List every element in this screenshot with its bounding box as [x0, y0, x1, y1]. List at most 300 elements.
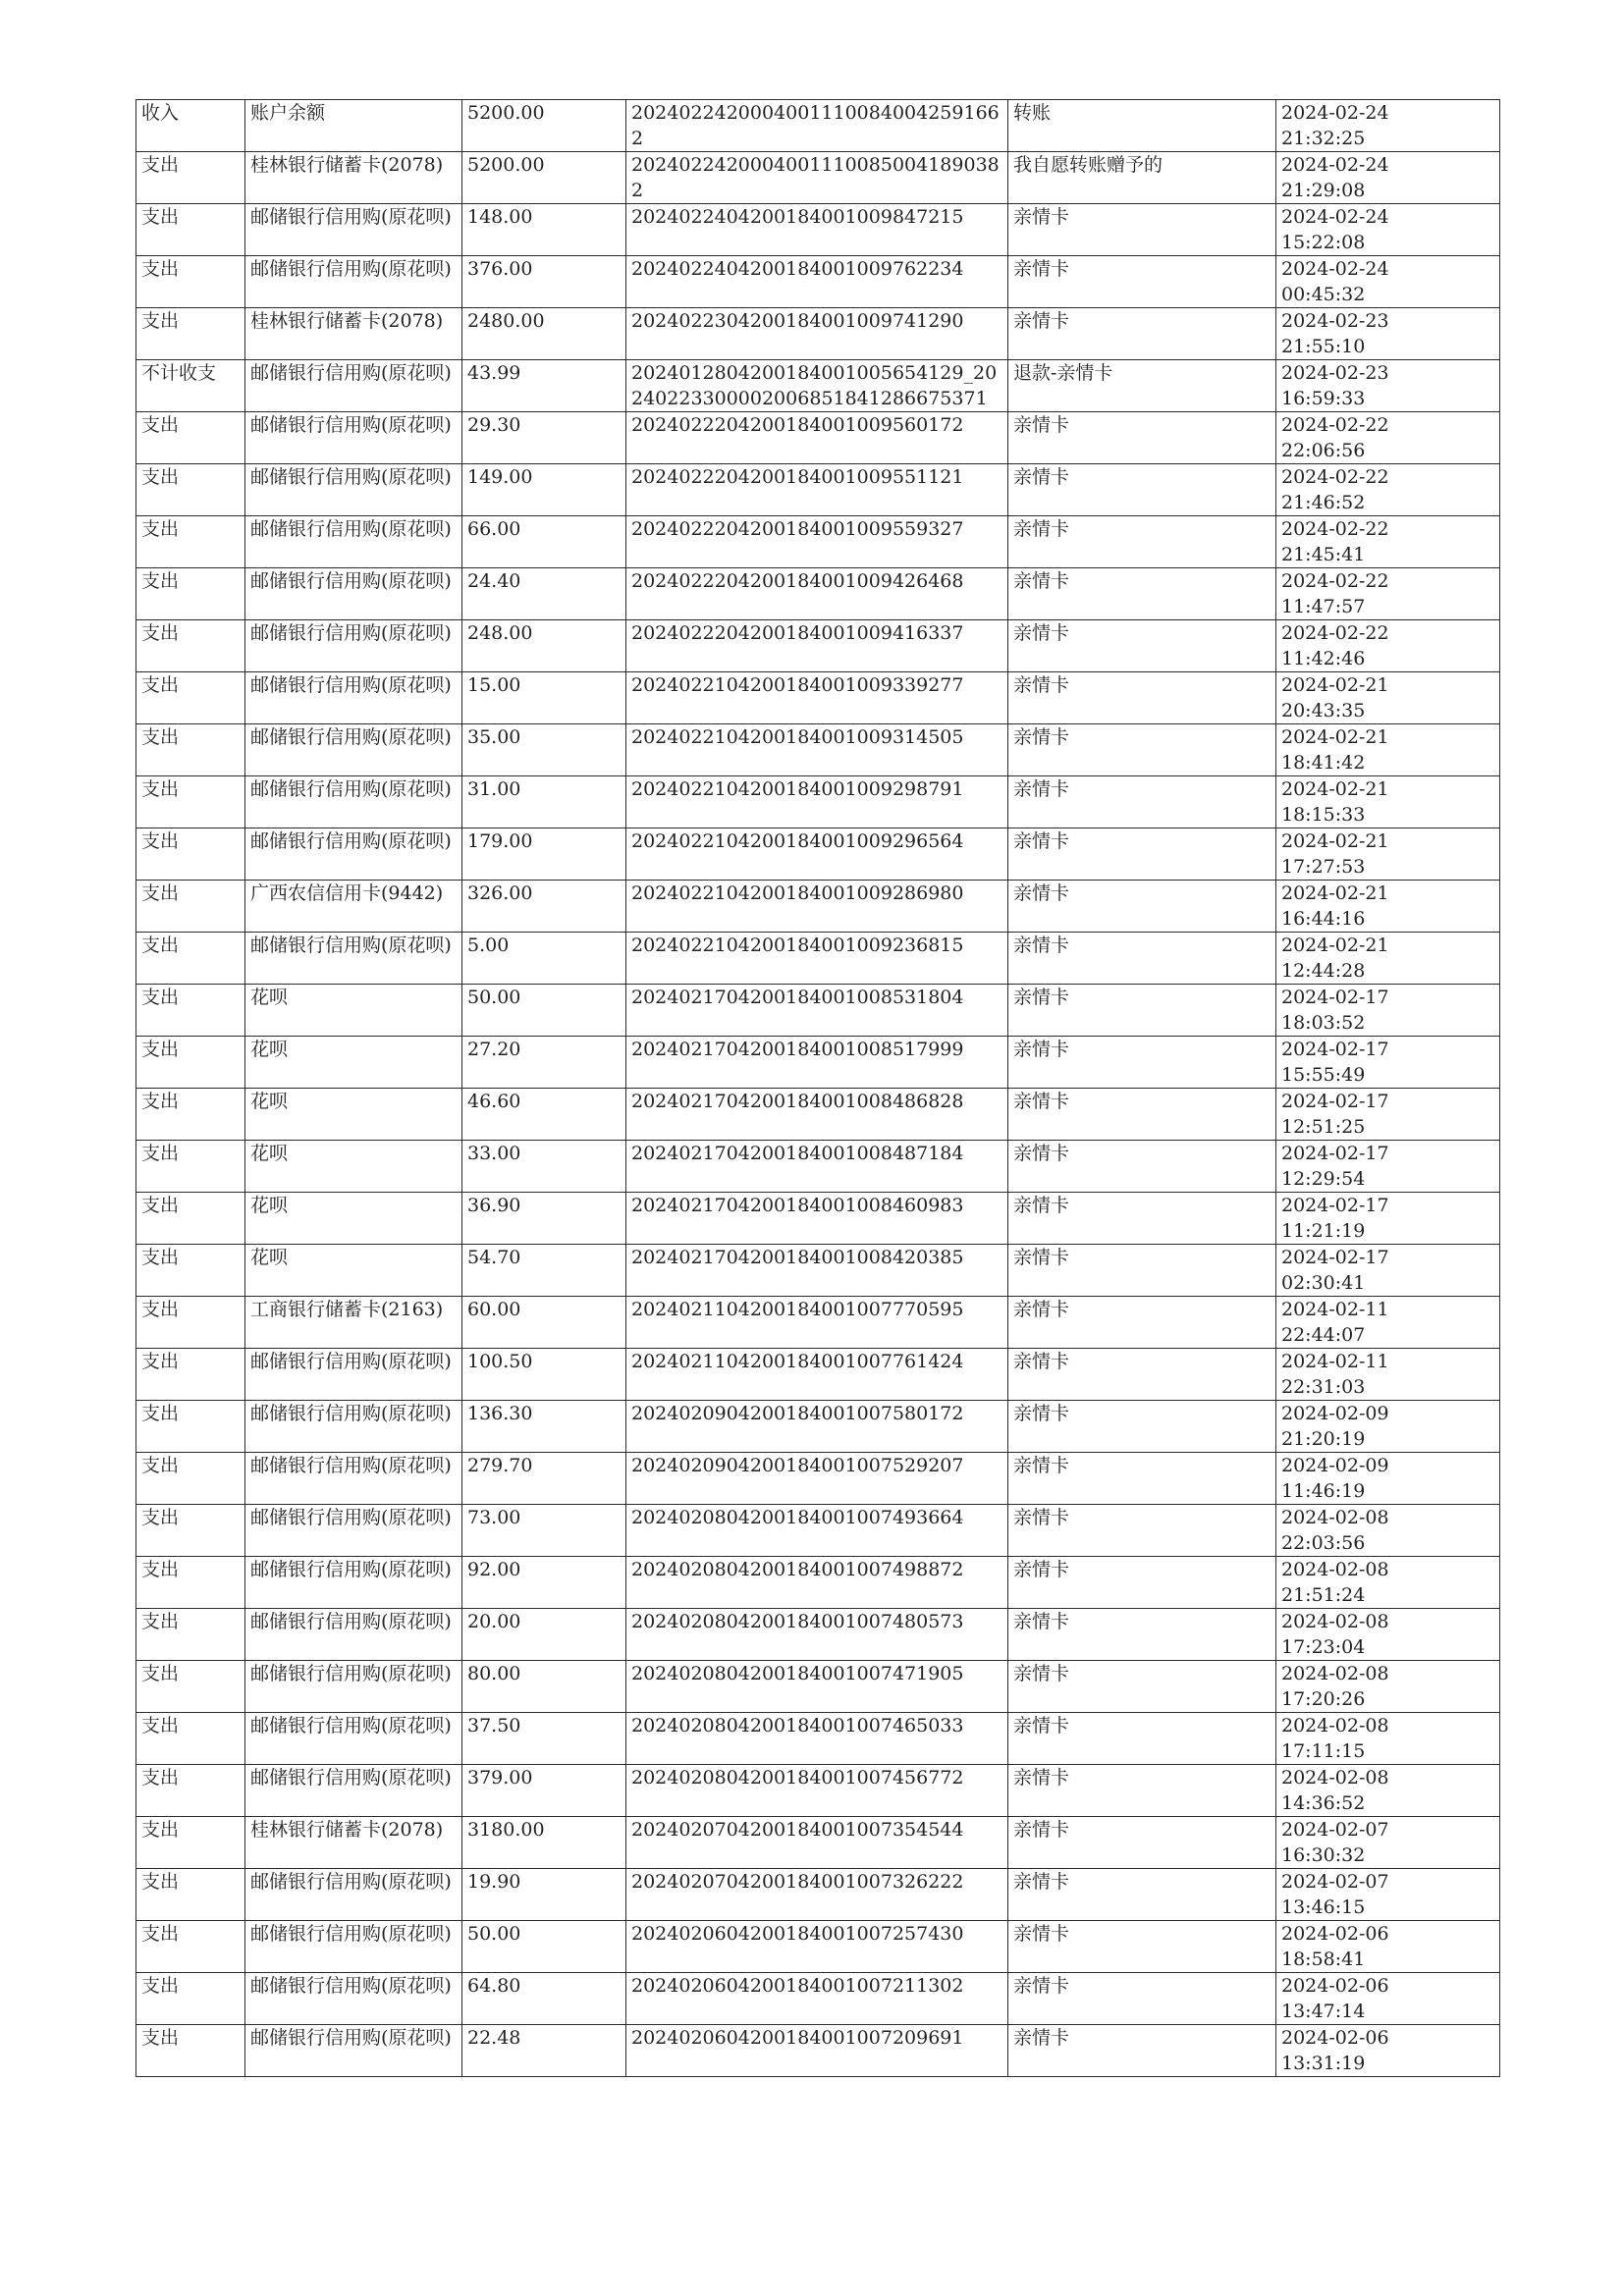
transaction-note: 亲情卡	[1008, 308, 1276, 360]
transaction-note: 亲情卡	[1008, 1193, 1276, 1245]
transaction-type: 支出	[136, 1661, 245, 1713]
transaction-date: 2024-02-17	[1281, 1039, 1389, 1060]
transaction-table	[135, 99, 1500, 2077]
transaction-clock-time: 11:42:46	[1281, 648, 1366, 669]
amount: 19.90	[462, 1869, 626, 1921]
transaction-date: 2024-02-21	[1281, 674, 1389, 696]
payment-account: 邮储银行信用购(原花呗)	[245, 204, 462, 256]
table-row	[136, 1713, 1500, 1765]
amount: 54.70	[462, 1245, 626, 1297]
transaction-clock-time: 17:11:15	[1281, 1740, 1366, 1762]
payment-account: 花呗	[245, 1245, 462, 1297]
transaction-note: 亲情卡	[1008, 1141, 1276, 1193]
amount: 5200.00	[462, 100, 626, 152]
transaction-note: 亲情卡	[1008, 672, 1276, 724]
table-row	[136, 2025, 1500, 2077]
transaction-note: 亲情卡	[1008, 1297, 1276, 1349]
transaction-clock-time: 13:46:15	[1281, 1896, 1366, 1918]
transaction-date: 2024-02-24	[1281, 206, 1389, 228]
payment-account: 邮储银行信用购(原花呗)	[245, 568, 462, 620]
order-number: 2024022304200184001009741290	[626, 308, 1008, 360]
order-number: 2024022104200184001009236815	[626, 933, 1008, 985]
transaction-time	[1276, 360, 1500, 412]
transaction-note: 亲情卡	[1008, 776, 1276, 828]
transaction-date: 2024-02-17	[1281, 1143, 1389, 1164]
amount: 43.99	[462, 360, 626, 412]
order-number: 2024022204200184001009551121	[626, 464, 1008, 516]
table-row	[136, 412, 1500, 464]
order-number: 2024022204200184001009560172	[626, 412, 1008, 464]
transaction-clock-time: 18:15:33	[1281, 804, 1366, 826]
transaction-date: 2024-02-23	[1281, 310, 1389, 332]
amount: 22.48	[462, 2025, 626, 2077]
transaction-time	[1276, 1557, 1500, 1609]
transaction-note: 亲情卡	[1008, 1505, 1276, 1557]
transaction-clock-time: 20:43:35	[1281, 700, 1366, 721]
transaction-type: 支出	[136, 828, 245, 881]
transaction-date: 2024-02-08	[1281, 1715, 1389, 1736]
amount: 15.00	[462, 672, 626, 724]
transaction-type: 支出	[136, 204, 245, 256]
transaction-date: 2024-02-07	[1281, 1819, 1389, 1841]
amount: 5.00	[462, 933, 626, 985]
transaction-time	[1276, 1037, 1500, 1089]
payment-account: 桂林银行储蓄卡(2078)	[245, 1817, 462, 1869]
transaction-time	[1276, 516, 1500, 568]
amount: 24.40	[462, 568, 626, 620]
transaction-type: 支出	[136, 933, 245, 985]
table-row	[136, 1609, 1500, 1661]
amount: 100.50	[462, 1349, 626, 1401]
transaction-note: 亲情卡	[1008, 1765, 1276, 1817]
order-number: 2024020804200184001007498872	[626, 1557, 1008, 1609]
payment-account: 桂林银行储蓄卡(2078)	[245, 308, 462, 360]
order-number: 2024021704200184001008486828	[626, 1089, 1008, 1141]
transaction-time	[1276, 256, 1500, 308]
table-row	[136, 464, 1500, 516]
transaction-type: 支出	[136, 1089, 245, 1141]
payment-account: 花呗	[245, 985, 462, 1037]
transaction-time	[1276, 464, 1500, 516]
amount: 3180.00	[462, 1817, 626, 1869]
order-number: 2024022104200184001009296564	[626, 828, 1008, 881]
transaction-type: 支出	[136, 308, 245, 360]
table-row	[136, 1505, 1500, 1557]
transaction-type: 支出	[136, 1453, 245, 1505]
transaction-date: 2024-02-09	[1281, 1403, 1389, 1424]
transaction-clock-time: 12:29:54	[1281, 1168, 1366, 1190]
amount: 27.20	[462, 1037, 626, 1089]
table-row	[136, 1453, 1500, 1505]
transaction-time	[1276, 568, 1500, 620]
transaction-clock-time: 11:46:19	[1281, 1480, 1366, 1502]
amount: 136.30	[462, 1401, 626, 1453]
transaction-clock-time: 13:47:14	[1281, 2001, 1366, 2022]
transaction-clock-time: 18:58:41	[1281, 1949, 1366, 1970]
table-row	[136, 620, 1500, 672]
transaction-date: 2024-02-08	[1281, 1663, 1389, 1684]
payment-account: 广西农信信用卡(9442)	[245, 881, 462, 933]
transaction-type: 支出	[136, 985, 245, 1037]
payment-account: 花呗	[245, 1037, 462, 1089]
payment-account: 邮储银行信用购(原花呗)	[245, 2025, 462, 2077]
transaction-clock-time: 16:59:33	[1281, 388, 1366, 409]
transaction-date: 2024-02-24	[1281, 154, 1389, 176]
transaction-date: 2024-02-06	[1281, 1923, 1389, 1945]
transaction-type: 支出	[136, 1297, 245, 1349]
order-number: 2024020804200184001007493664	[626, 1505, 1008, 1557]
transaction-time	[1276, 1141, 1500, 1193]
amount: 179.00	[462, 828, 626, 881]
transaction-time	[1276, 1973, 1500, 2025]
table-row	[136, 1193, 1500, 1245]
amount: 376.00	[462, 256, 626, 308]
transaction-note: 亲情卡	[1008, 1713, 1276, 1765]
payment-account: 邮储银行信用购(原花呗)	[245, 1401, 462, 1453]
transaction-date: 2024-02-22	[1281, 518, 1389, 540]
transaction-type: 支出	[136, 412, 245, 464]
table-row	[136, 1401, 1500, 1453]
order-number: 2024020804200184001007471905	[626, 1661, 1008, 1713]
amount: 326.00	[462, 881, 626, 933]
transaction-type: 支出	[136, 1869, 245, 1921]
amount: 33.00	[462, 1141, 626, 1193]
transaction-date: 2024-02-22	[1281, 622, 1389, 644]
transaction-clock-time: 21:55:10	[1281, 336, 1366, 357]
order-number: 2024020704200184001007326222	[626, 1869, 1008, 1921]
table-row	[136, 204, 1500, 256]
payment-account: 邮储银行信用购(原花呗)	[245, 1713, 462, 1765]
table-row	[136, 308, 1500, 360]
transaction-clock-time: 14:36:52	[1281, 1792, 1366, 1814]
transaction-note: 亲情卡	[1008, 724, 1276, 776]
transaction-note: 亲情卡	[1008, 933, 1276, 985]
payment-account: 邮储银行信用购(原花呗)	[245, 672, 462, 724]
transaction-note: 亲情卡	[1008, 620, 1276, 672]
transaction-note: 亲情卡	[1008, 1037, 1276, 1089]
table-row	[136, 1973, 1500, 2025]
transaction-date: 2024-02-24	[1281, 258, 1389, 280]
payment-account: 邮储银行信用购(原花呗)	[245, 933, 462, 985]
transaction-note: 亲情卡	[1008, 2025, 1276, 2077]
transaction-date: 2024-02-08	[1281, 1507, 1389, 1528]
payment-account: 邮储银行信用购(原花呗)	[245, 1661, 462, 1713]
payment-account: 账户余额	[245, 100, 462, 152]
amount: 60.00	[462, 1297, 626, 1349]
transaction-time	[1276, 1505, 1500, 1557]
transaction-note: 亲情卡	[1008, 256, 1276, 308]
transaction-type: 支出	[136, 881, 245, 933]
order-number: 20240224200040011100850041890382	[626, 152, 1008, 204]
order-number: 2024022204200184001009559327	[626, 516, 1008, 568]
transaction-time	[1276, 1713, 1500, 1765]
transaction-note: 转账	[1008, 100, 1276, 152]
amount: 279.70	[462, 1453, 626, 1505]
transaction-date: 2024-02-08	[1281, 1611, 1389, 1632]
transaction-type: 支出	[136, 1505, 245, 1557]
transaction-type: 支出	[136, 1973, 245, 2025]
transaction-type: 支出	[136, 152, 245, 204]
transaction-note: 我自愿转账赠予的	[1008, 152, 1276, 204]
transaction-time	[1276, 1297, 1500, 1349]
order-number: 2024022104200184001009314505	[626, 724, 1008, 776]
table-row	[136, 1245, 1500, 1297]
order-number: 2024020604200184001007209691	[626, 2025, 1008, 2077]
transaction-clock-time: 12:51:25	[1281, 1116, 1366, 1138]
transaction-date: 2024-02-17	[1281, 1247, 1389, 1268]
transaction-time	[1276, 100, 1500, 152]
table-row	[136, 1817, 1500, 1869]
transaction-date: 2024-02-11	[1281, 1299, 1389, 1320]
transaction-clock-time: 18:41:42	[1281, 752, 1366, 774]
transaction-note: 亲情卡	[1008, 1661, 1276, 1713]
transaction-time	[1276, 1245, 1500, 1297]
transaction-clock-time: 21:32:25	[1281, 128, 1366, 149]
transaction-time	[1276, 152, 1500, 204]
transaction-time	[1276, 1453, 1500, 1505]
transaction-type: 支出	[136, 464, 245, 516]
transaction-date: 2024-02-21	[1281, 778, 1389, 800]
transaction-date: 2024-02-21	[1281, 934, 1389, 956]
amount: 379.00	[462, 1765, 626, 1817]
transaction-clock-time: 15:22:08	[1281, 232, 1366, 253]
transaction-type: 支出	[136, 672, 245, 724]
payment-account: 邮储银行信用购(原花呗)	[245, 1557, 462, 1609]
transaction-note: 亲情卡	[1008, 412, 1276, 464]
amount: 29.30	[462, 412, 626, 464]
payment-account: 邮储银行信用购(原花呗)	[245, 1973, 462, 2025]
transaction-time	[1276, 1869, 1500, 1921]
transaction-time	[1276, 1089, 1500, 1141]
transaction-type: 不计收支	[136, 360, 245, 412]
amount: 5200.00	[462, 152, 626, 204]
order-number: 2024022104200184001009298791	[626, 776, 1008, 828]
payment-account: 桂林银行储蓄卡(2078)	[245, 152, 462, 204]
transaction-time	[1276, 308, 1500, 360]
transaction-note: 亲情卡	[1008, 985, 1276, 1037]
transaction-type: 支出	[136, 724, 245, 776]
transaction-note: 亲情卡	[1008, 1089, 1276, 1141]
transaction-date: 2024-02-08	[1281, 1767, 1389, 1789]
table-row	[136, 1141, 1500, 1193]
amount: 50.00	[462, 985, 626, 1037]
transaction-note: 亲情卡	[1008, 1349, 1276, 1401]
transaction-type: 支出	[136, 1141, 245, 1193]
payment-account: 邮储银行信用购(原花呗)	[245, 1869, 462, 1921]
transaction-note: 亲情卡	[1008, 1973, 1276, 2025]
transaction-clock-time: 16:44:16	[1281, 908, 1366, 930]
order-number: 2024022404200184001009762234	[626, 256, 1008, 308]
table-row	[136, 568, 1500, 620]
table-row	[136, 360, 1500, 412]
transaction-note: 亲情卡	[1008, 464, 1276, 516]
transaction-clock-time: 21:29:08	[1281, 180, 1366, 201]
transaction-clock-time: 22:31:03	[1281, 1376, 1366, 1398]
transaction-time	[1276, 1349, 1500, 1401]
amount: 2480.00	[462, 308, 626, 360]
transaction-type: 支出	[136, 776, 245, 828]
order-number: 2024012804200184001005654129_20240223300002006851841286675371	[626, 360, 1008, 412]
transaction-date: 2024-02-06	[1281, 1975, 1389, 1997]
table-row	[136, 1557, 1500, 1609]
table-row	[136, 672, 1500, 724]
transaction-time	[1276, 412, 1500, 464]
transaction-time	[1276, 881, 1500, 933]
transaction-date: 2024-02-07	[1281, 1871, 1389, 1893]
transaction-clock-time: 17:23:04	[1281, 1636, 1366, 1658]
transaction-table-body	[136, 100, 1500, 2077]
amount: 36.90	[462, 1193, 626, 1245]
transaction-note: 退款-亲情卡	[1008, 360, 1276, 412]
transaction-note: 亲情卡	[1008, 1453, 1276, 1505]
order-number: 2024021104200184001007770595	[626, 1297, 1008, 1349]
table-row	[136, 1661, 1500, 1713]
amount: 31.00	[462, 776, 626, 828]
amount: 46.60	[462, 1089, 626, 1141]
transaction-date: 2024-02-11	[1281, 1351, 1389, 1372]
table-row	[136, 985, 1500, 1037]
amount: 92.00	[462, 1557, 626, 1609]
amount: 73.00	[462, 1505, 626, 1557]
payment-account: 花呗	[245, 1193, 462, 1245]
transaction-date: 2024-02-23	[1281, 362, 1389, 384]
transaction-time	[1276, 724, 1500, 776]
transaction-date: 2024-02-22	[1281, 570, 1389, 592]
transaction-clock-time: 17:27:53	[1281, 856, 1366, 878]
transaction-date: 2024-02-24	[1281, 102, 1389, 124]
transaction-date: 2024-02-06	[1281, 2027, 1389, 2049]
transaction-time	[1276, 1401, 1500, 1453]
transaction-time	[1276, 2025, 1500, 2077]
transaction-type: 支出	[136, 2025, 245, 2077]
order-number: 2024020804200184001007480573	[626, 1609, 1008, 1661]
payment-account: 工商银行储蓄卡(2163)	[245, 1297, 462, 1349]
transaction-type: 支出	[136, 1245, 245, 1297]
table-row	[136, 1765, 1500, 1817]
transaction-clock-time: 13:31:19	[1281, 2053, 1366, 2074]
transaction-type: 支出	[136, 516, 245, 568]
amount: 35.00	[462, 724, 626, 776]
payment-account: 邮储银行信用购(原花呗)	[245, 1349, 462, 1401]
payment-account: 邮储银行信用购(原花呗)	[245, 1765, 462, 1817]
amount: 248.00	[462, 620, 626, 672]
payment-account: 邮储银行信用购(原花呗)	[245, 256, 462, 308]
order-number: 2024021704200184001008487184	[626, 1141, 1008, 1193]
transaction-type: 支出	[136, 620, 245, 672]
order-number: 2024020704200184001007354544	[626, 1817, 1008, 1869]
transaction-note: 亲情卡	[1008, 1401, 1276, 1453]
transaction-clock-time: 11:21:19	[1281, 1220, 1366, 1242]
order-number: 2024022204200184001009426468	[626, 568, 1008, 620]
transaction-date: 2024-02-17	[1281, 1195, 1389, 1216]
table-row	[136, 828, 1500, 881]
order-number: 2024021704200184001008460983	[626, 1193, 1008, 1245]
transaction-type: 支出	[136, 1401, 245, 1453]
table-row	[136, 1089, 1500, 1141]
transaction-note: 亲情卡	[1008, 204, 1276, 256]
transaction-date: 2024-02-17	[1281, 987, 1389, 1008]
payment-account: 邮储银行信用购(原花呗)	[245, 620, 462, 672]
transaction-clock-time: 17:20:26	[1281, 1688, 1366, 1710]
transaction-clock-time: 21:46:52	[1281, 492, 1366, 513]
transaction-type: 支出	[136, 1713, 245, 1765]
transaction-clock-time: 22:44:07	[1281, 1324, 1366, 1346]
order-number: 2024020804200184001007465033	[626, 1713, 1008, 1765]
amount: 37.50	[462, 1713, 626, 1765]
amount: 64.80	[462, 1973, 626, 2025]
payment-account: 花呗	[245, 1089, 462, 1141]
transaction-note: 亲情卡	[1008, 1817, 1276, 1869]
transaction-note: 亲情卡	[1008, 568, 1276, 620]
order-number: 2024020904200184001007580172	[626, 1401, 1008, 1453]
transaction-type: 支出	[136, 1037, 245, 1089]
transaction-time	[1276, 1193, 1500, 1245]
table-row	[136, 256, 1500, 308]
transaction-date: 2024-02-17	[1281, 1091, 1389, 1112]
transaction-time	[1276, 776, 1500, 828]
order-number: 2024020604200184001007257430	[626, 1921, 1008, 1973]
table-row	[136, 1297, 1500, 1349]
transaction-clock-time: 00:45:32	[1281, 284, 1366, 305]
transaction-type: 支出	[136, 1557, 245, 1609]
payment-account: 花呗	[245, 1141, 462, 1193]
transaction-clock-time: 15:55:49	[1281, 1064, 1366, 1086]
table-row	[136, 516, 1500, 568]
transaction-clock-time: 11:47:57	[1281, 596, 1366, 617]
transaction-clock-time: 22:06:56	[1281, 440, 1366, 461]
transaction-time	[1276, 1609, 1500, 1661]
order-number: 2024021104200184001007761424	[626, 1349, 1008, 1401]
transaction-type: 收入	[136, 100, 245, 152]
transaction-time	[1276, 204, 1500, 256]
transaction-date: 2024-02-22	[1281, 414, 1389, 436]
transaction-date: 2024-02-21	[1281, 726, 1389, 748]
transaction-type: 支出	[136, 568, 245, 620]
transaction-clock-time: 21:45:41	[1281, 544, 1366, 565]
table-row	[136, 100, 1500, 152]
payment-account: 邮储银行信用购(原花呗)	[245, 360, 462, 412]
transaction-note: 亲情卡	[1008, 828, 1276, 881]
table-row	[136, 881, 1500, 933]
table-row	[136, 933, 1500, 985]
transaction-time	[1276, 620, 1500, 672]
transaction-type: 支出	[136, 1921, 245, 1973]
transaction-time	[1276, 1765, 1500, 1817]
amount: 66.00	[462, 516, 626, 568]
table-row	[136, 1349, 1500, 1401]
transaction-note: 亲情卡	[1008, 1557, 1276, 1609]
transaction-date: 2024-02-08	[1281, 1559, 1389, 1580]
order-number: 2024020804200184001007456772	[626, 1765, 1008, 1817]
payment-account: 邮储银行信用购(原花呗)	[245, 1505, 462, 1557]
order-number: 20240224200040011100840042591662	[626, 100, 1008, 152]
table-row	[136, 1037, 1500, 1089]
transaction-type: 支出	[136, 1349, 245, 1401]
transaction-note: 亲情卡	[1008, 1245, 1276, 1297]
amount: 80.00	[462, 1661, 626, 1713]
payment-account: 邮储银行信用购(原花呗)	[245, 724, 462, 776]
transaction-time	[1276, 1661, 1500, 1713]
payment-account: 邮储银行信用购(原花呗)	[245, 828, 462, 881]
order-number: 2024020604200184001007211302	[626, 1973, 1008, 2025]
transaction-clock-time: 02:30:41	[1281, 1272, 1366, 1294]
order-number: 2024022404200184001009847215	[626, 204, 1008, 256]
table-row	[136, 776, 1500, 828]
transaction-clock-time: 22:03:56	[1281, 1532, 1366, 1554]
payment-account: 邮储银行信用购(原花呗)	[245, 516, 462, 568]
transaction-time	[1276, 1921, 1500, 1973]
amount: 149.00	[462, 464, 626, 516]
